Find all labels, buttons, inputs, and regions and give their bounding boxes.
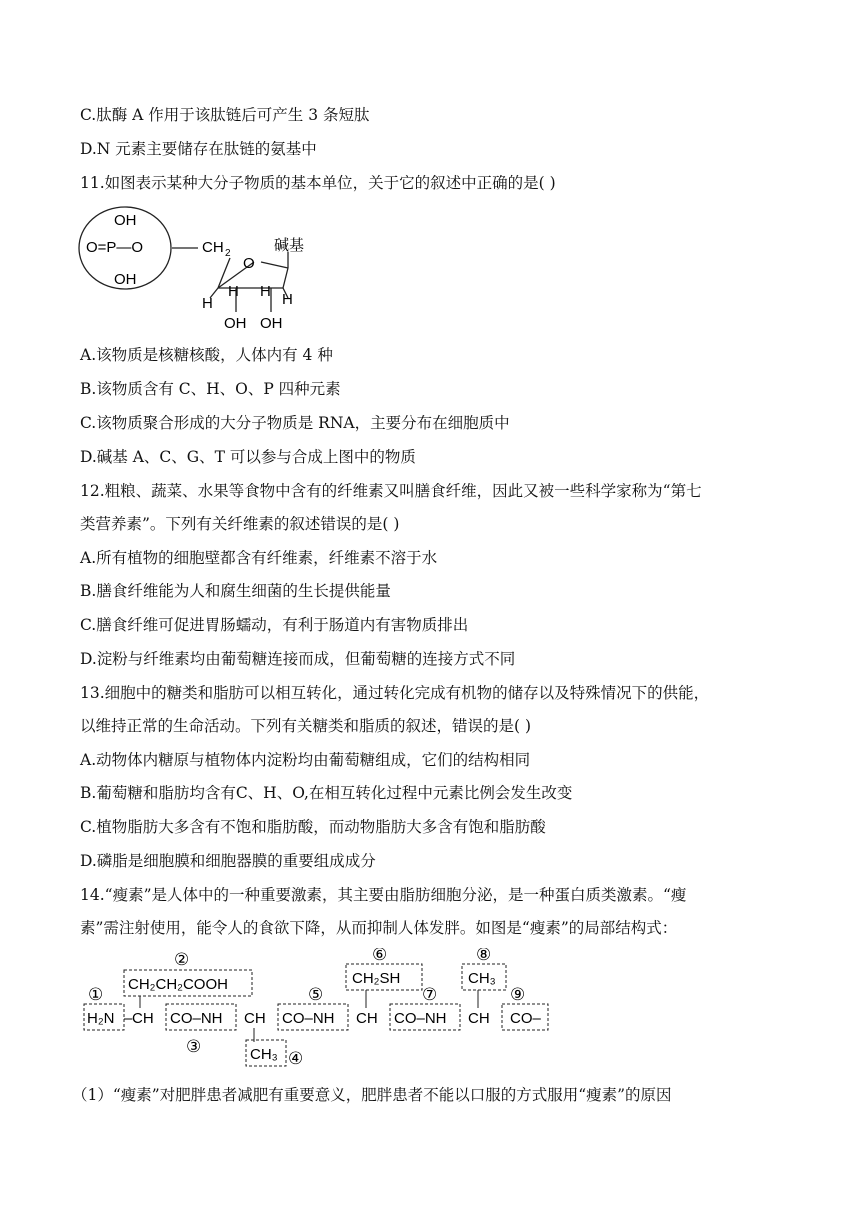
h-left: H xyxy=(202,295,213,312)
label-4: ④ xyxy=(288,1049,304,1068)
peptide-figure xyxy=(82,948,562,1076)
peptide-bond-1: CO–NH xyxy=(170,1010,223,1027)
ch2-sub: 2 xyxy=(225,248,231,259)
alpha-carbon-2: CH xyxy=(244,1010,266,1027)
label-8: ⑧ xyxy=(476,948,492,964)
option-11c: C.该物质聚合形成的大分子物质是 RNA，主要分布在细胞质中 xyxy=(80,414,510,432)
option-11d: D.碱基 A、C、G、T 可以参与合成上图中的物质 xyxy=(80,448,416,466)
r-group-2: CH₃ xyxy=(250,1046,278,1063)
peptide-bond-2: CO–NH xyxy=(282,1010,335,1027)
peptide-bond-3: CO–NH xyxy=(394,1010,447,1027)
option-12b: B.膳食纤维能为人和腐生细菌的生长提供能量 xyxy=(80,582,391,600)
oh-right: OH xyxy=(260,315,283,332)
label-9: ⑨ xyxy=(510,985,526,1004)
r-group-3: CH₂SH xyxy=(352,970,401,987)
label-1: ① xyxy=(88,985,104,1004)
question-14-part1: （1）“瘦素”对肥胖患者减肥有重要意义，肥胖患者不能以口服的方式服用“瘦素”的原因 xyxy=(72,1086,672,1104)
option-13a: A.动物体内糖原与植物体内淀粉均由葡萄糖组成，它们的结构相同 xyxy=(80,751,531,769)
r-group-4: CH₃ xyxy=(468,970,496,987)
alpha-carbon-4: CH xyxy=(468,1010,490,1027)
base-label: 碱基 xyxy=(274,237,305,254)
text-line: D.N 元素主要储存在肽链的氨基中 xyxy=(80,140,317,158)
text-line: C.肽酶 A 作用于该肽链后可产生 3 条短肽 xyxy=(80,106,370,124)
oh-top: OH xyxy=(114,212,137,229)
label-6: ⑥ xyxy=(372,948,388,964)
option-12d: D.淀粉与纤维素均由葡萄糖连接而成，但葡萄糖的连接方式不同 xyxy=(80,650,516,668)
option-11a: A.该物质是核糖核酸，人体内有 4 种 xyxy=(80,346,333,364)
svg-text:–: – xyxy=(124,1010,133,1027)
carboxyl-end: CO– xyxy=(510,1010,541,1027)
oh-left: OH xyxy=(224,315,247,332)
question-14-cont: 素”需注射使用，能令人的食欲下降，从而抑制人体发胖。如图是“瘦素”的局部结构式： xyxy=(80,919,678,937)
alpha-carbon-3: CH xyxy=(356,1010,378,1027)
h-right: H xyxy=(282,291,293,308)
ch2-label: CH xyxy=(202,239,224,256)
ring-oxygen: O xyxy=(243,255,255,272)
phosphate-row: O=P—O xyxy=(86,239,144,256)
question-11: 11.如图表示某种大分子物质的基本单位，关于它的叙述中正确的是( ) xyxy=(80,174,556,192)
option-12c: C.膳食纤维可促进胃肠蠕动，有利于肠道内有害物质排出 xyxy=(80,616,469,634)
alpha-carbon-1: CH xyxy=(132,1010,154,1027)
question-13: 13.细胞中的糖类和脂肪可以相互转化，通过转化完成有机物的储存以及特殊情况下的供能， xyxy=(80,684,710,702)
label-5: ⑤ xyxy=(308,985,324,1004)
label-7: ⑦ xyxy=(422,985,438,1004)
option-13c: C.植物脂肪大多含有不饱和脂肪酸，而动物脂肪大多含有饱和脂肪酸 xyxy=(80,818,546,836)
label-2: ② xyxy=(174,950,190,969)
r-group-1: CH₂CH₂COOH xyxy=(128,976,228,993)
question-14: 14.“瘦素”是人体中的一种重要激素，其主要由脂肪细胞分泌，是一种蛋白质类激素。“瘦 xyxy=(80,886,687,904)
question-12: 12.粗粮、蔬菜、水果等食物中含有的纤维素又叫膳食纤维，因此又被一些科学家称为“第七 xyxy=(80,482,702,500)
question-13-cont: 以维持正常的生命活动。下列有关糖类和脂质的叙述，错误的是( ) xyxy=(80,717,532,735)
nucleotide-figure xyxy=(78,204,318,334)
option-13b: B.葡萄糖和脂肪均含有C、H、O,在相互转化过程中元素比例会发生改变 xyxy=(80,784,573,802)
option-13d: D.磷脂是细胞膜和细胞器膜的重要组成成分 xyxy=(80,852,376,870)
option-12a: A.所有植物的细胞壁都含有纤维素，纤维素不溶于水 xyxy=(80,549,438,567)
h-inner-left: H xyxy=(228,283,239,300)
question-12-cont: 类营养素”。下列有关纤维素的叙述错误的是( ) xyxy=(80,515,400,533)
amino-group: H₂N xyxy=(87,1010,115,1027)
oh-bottom: OH xyxy=(114,271,137,288)
h-inner-right: H xyxy=(260,283,271,300)
label-3: ③ xyxy=(186,1037,202,1056)
option-11b: B.该物质含有 C、H、O、P 四种元素 xyxy=(80,380,341,398)
